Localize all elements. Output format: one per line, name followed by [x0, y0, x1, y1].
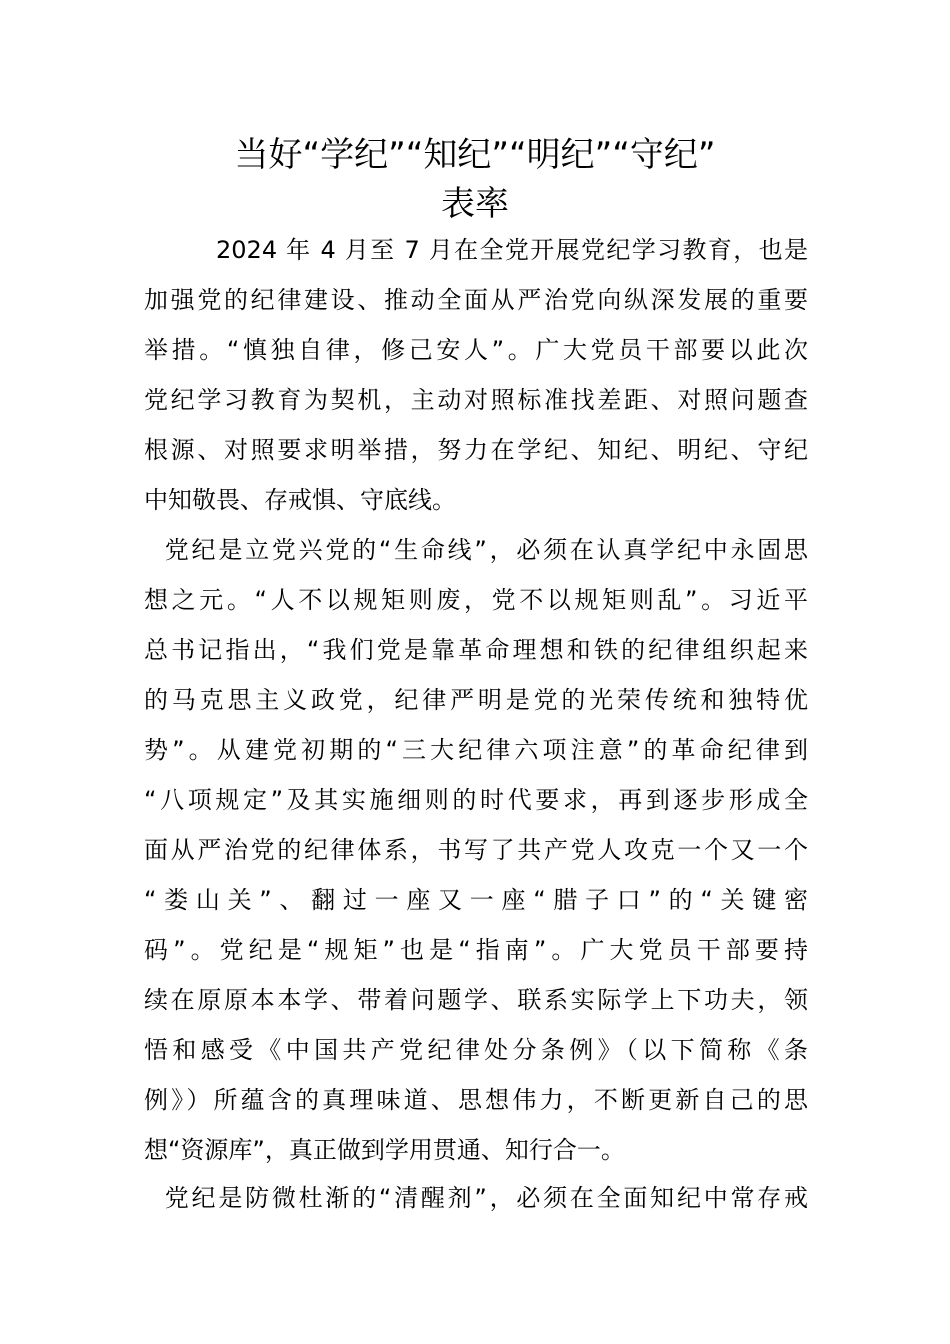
paragraph-3	[144, 1173, 808, 1223]
paragraph-line: 码”。党纪是“规矩”也是“指南”。广大党员干部要持	[144, 936, 808, 964]
paragraph-1	[144, 225, 808, 525]
paragraph-line: “娄山关”、翻过一座又一座“腊子口”的“关键密	[144, 886, 808, 914]
paragraph-line: 面从严治党的纪律体系，书写了共产党人攻克一个又一个	[144, 836, 808, 864]
paragraph-line: 2024 年 4 月至 7 月在全党开展党纪学习教育，也是	[144, 236, 808, 264]
paragraph-line: 根源、对照要求明举措，努力在学纪、知纪、明纪、守纪	[144, 436, 808, 464]
paragraph-2	[144, 525, 808, 1175]
paragraph-line: “八项规定”及其实施细则的时代要求，再到逐步形成全	[144, 786, 808, 814]
paragraph-line: 的马克思主义政党，纪律严明是党的光荣传统和独特优	[144, 686, 808, 714]
paragraph-line: 续在原原本本学、带着问题学、联系实际学上下功夫，领	[144, 986, 808, 1014]
paragraph-line: 党纪是立党兴党的“生命线”，必须在认真学纪中永固思	[144, 536, 808, 564]
paragraph-line: 党纪是防微杜渐的“清醒剂”，必须在全面知纪中常存戒	[144, 1184, 808, 1212]
paragraph-line: 中知敬畏、存戒惧、守底线。	[144, 486, 456, 514]
paragraph-line: 党纪学习教育为契机，主动对照标准找差距、对照问题查	[144, 386, 808, 414]
paragraph-line: 悟和感受《中国共产党纪律处分条例》（以下简称《条	[144, 1036, 808, 1064]
paragraph-line: 想之元。“人不以规矩则废，党不以规矩则乱”。习近平	[144, 586, 808, 614]
paragraph-line: 举措。“慎独自律，修己安人”。广大党员干部要以此次	[144, 336, 808, 364]
paragraph-line: 势”。从建党初期的“三大纪律六项注意”的革命纪律到	[144, 736, 808, 764]
document-title-line-2: 表率	[441, 184, 509, 224]
paragraph-line: 加强党的纪律建设、推动全面从严治党向纵深发展的重要	[144, 286, 808, 314]
paragraph-line: 例》）所蕴含的真理味道、思想伟力，不断更新自己的思	[144, 1086, 808, 1114]
paragraph-line: 总书记指出，“我们党是靠革命理想和铁的纪律组织起来	[144, 636, 808, 664]
document-title-line-1: 当好“学纪”“知纪”“明纪”“守纪”	[234, 135, 716, 175]
paragraph-line: 想“资源库”，真正做到学用贯通、知行合一。	[144, 1136, 625, 1164]
